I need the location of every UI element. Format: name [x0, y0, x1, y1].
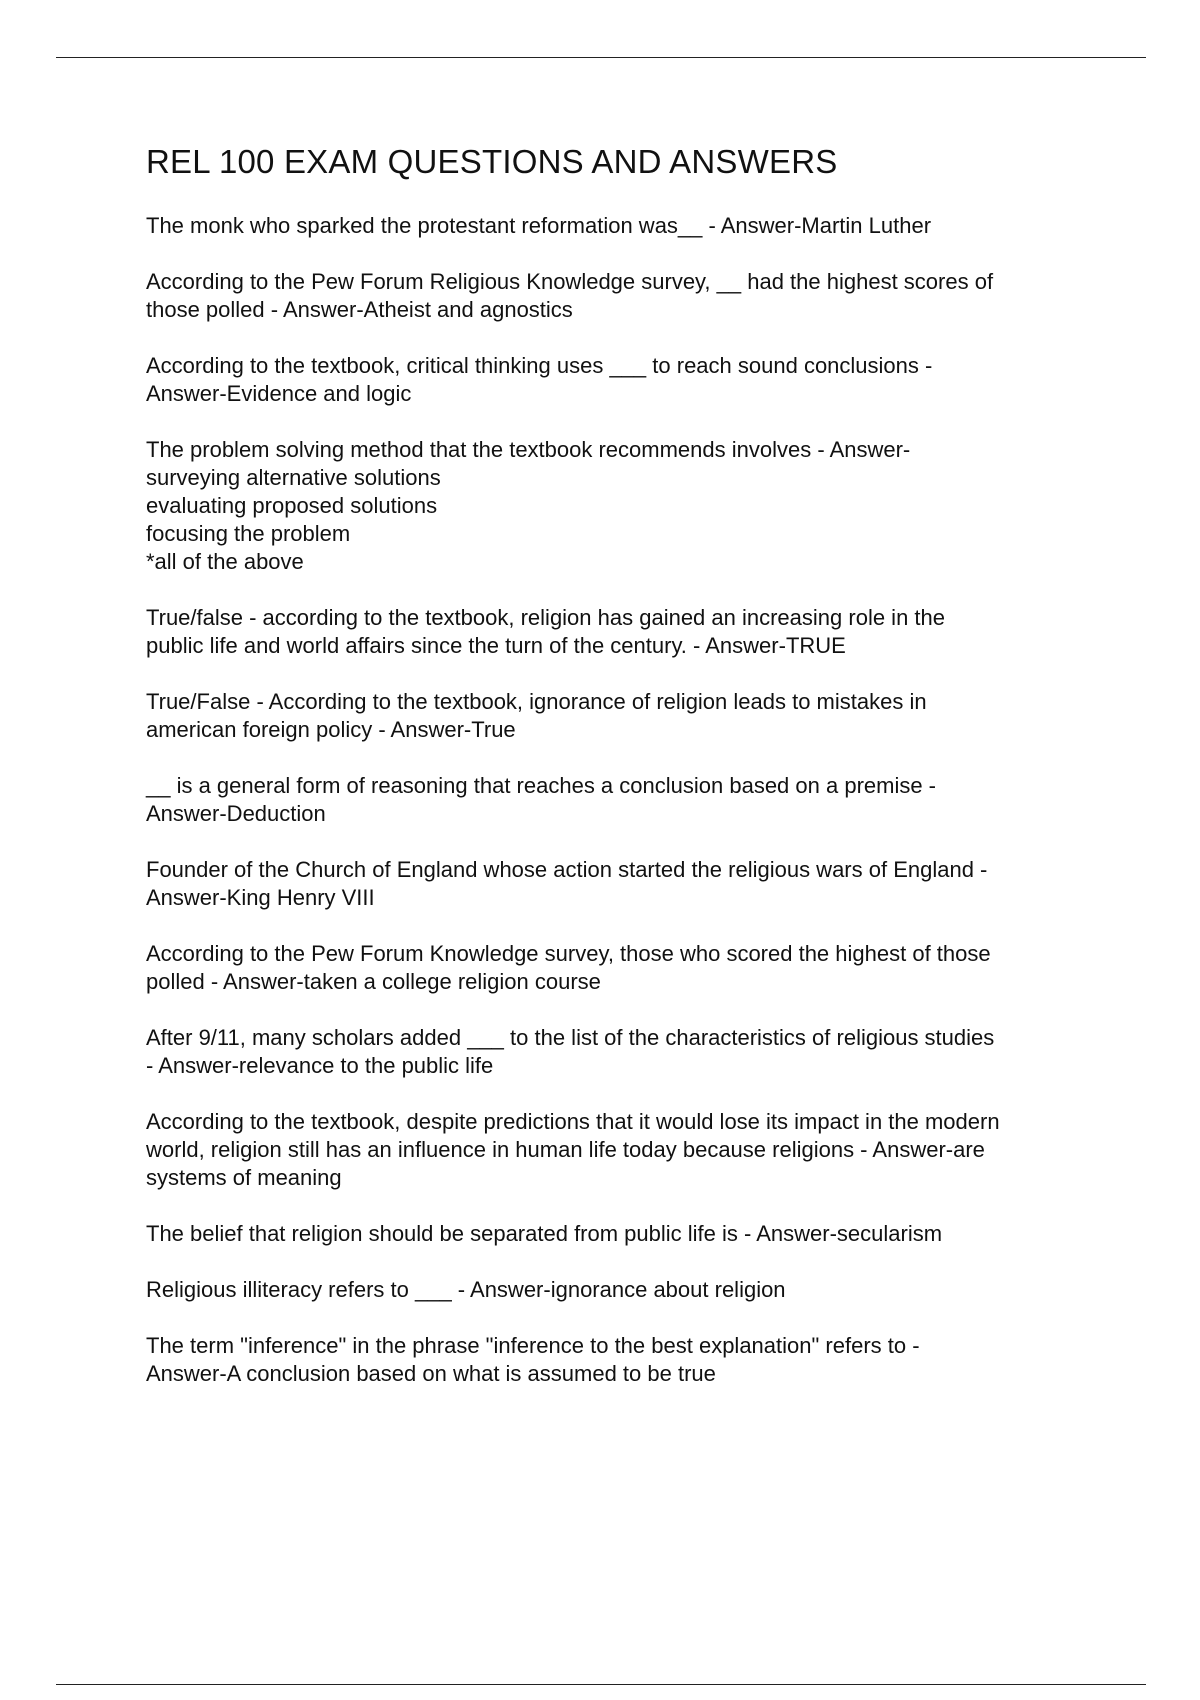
qa-item: According to the Pew Forum Religious Knowledge survey, __ had the highest scores of those polled - Answer-Atheist and agnostics — [146, 269, 994, 322]
qa-item: Religious illiteracy refers to ___ - Answer-ignorance about religion — [146, 1277, 786, 1302]
qa-item: According to the textbook, despite predictions that it would lose its impact in the modern world, religion still has an influence in human life today because religions - Answer-are systems of meaning — [146, 1109, 1000, 1190]
document-title: REL 100 EXAM QUESTIONS AND ANSWERS — [146, 143, 838, 180]
qa-item: According to the Pew Forum Knowledge survey, those who scored the highest of those polled - Answer-taken a college religion course — [146, 941, 991, 994]
qa-item: According to the textbook, critical thinking uses ___ to reach sound conclusions - Answer-Evidence and logic — [146, 353, 933, 406]
qa-item: Founder of the Church of England whose action started the religious wars of England - Answer-King Henry VIII — [146, 857, 988, 910]
qa-item: The problem solving method that the textbook recommends involves - Answer- surveying alternative solutions evaluating proposed solutions focusing the problem *all of the above — [146, 437, 911, 574]
top-divider — [56, 57, 1146, 58]
qa-item: The term "inference" in the phrase "inference to the best explanation" refers to - Answer-A conclusion based on what is assumed to be true — [146, 1333, 920, 1386]
document-body — [146, 142, 1096, 1416]
qa-item: True/false - according to the textbook, religion has gained an increasing role in the public life and world affairs since the turn of the century. - Answer-TRUE — [146, 605, 945, 658]
qa-item: __ is a general form of reasoning that reaches a conclusion based on a premise - Answer-Deduction — [146, 773, 937, 826]
qa-item: The belief that religion should be separated from public life is - Answer-secularism — [146, 1221, 943, 1246]
qa-item: True/False - According to the textbook, ignorance of religion leads to mistakes in american foreign policy - Answer-True — [146, 689, 927, 742]
qa-item: The monk who sparked the protestant reformation was__ - Answer-Martin Luther — [146, 213, 932, 238]
qa-item: After 9/11, many scholars added ___ to the list of the characteristics of religious studies - Answer-relevance to the public life — [146, 1025, 995, 1078]
bottom-divider — [56, 1684, 1146, 1685]
